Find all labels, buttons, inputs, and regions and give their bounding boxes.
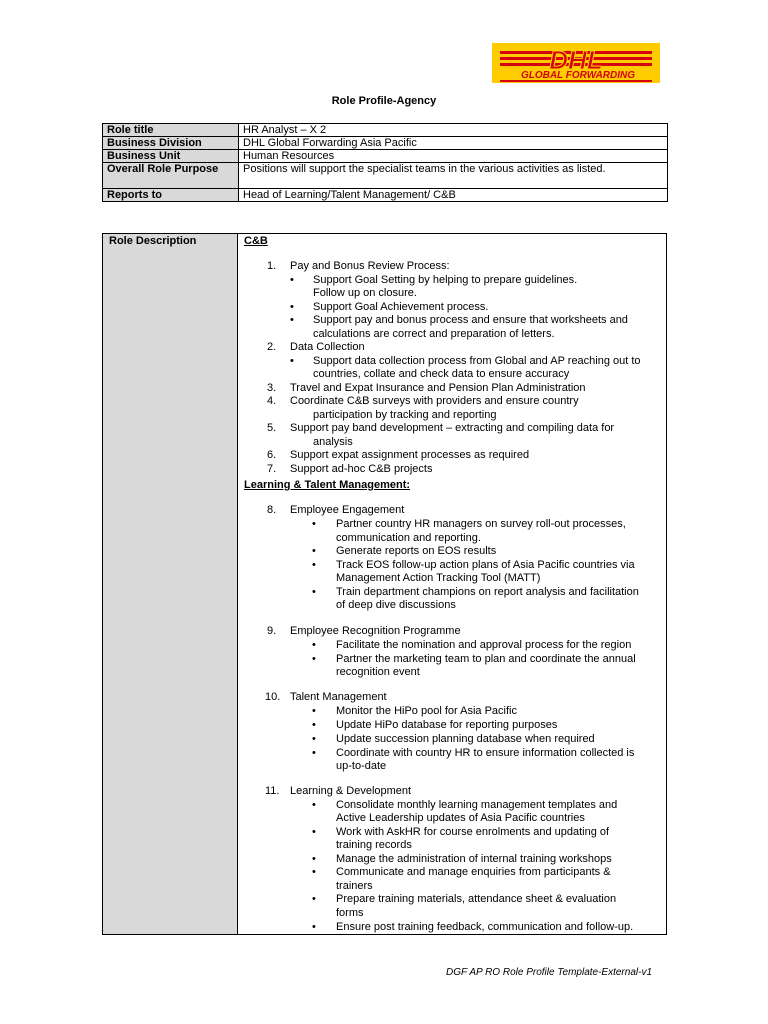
list-item-text: communication and reporting. <box>336 532 481 544</box>
bullet-marker: • <box>312 653 316 665</box>
list-item-text: Support ad-hoc C&B projects <box>290 463 433 475</box>
list-item-text: up-to-date <box>336 760 387 772</box>
list-item-text: Consolidate monthly learning management templates and <box>336 799 618 811</box>
list-number: 8. <box>267 504 277 516</box>
section-heading: C&B <box>244 235 268 247</box>
bullet-marker: • <box>312 866 316 878</box>
bullet-marker: • <box>312 586 316 598</box>
list-item-text: Ensure post training feedback, communication and follow-up. <box>336 921 634 933</box>
role-description-label-cell <box>103 234 238 934</box>
bullet-marker: • <box>290 314 294 326</box>
list-item-text: Follow up on closure. <box>313 287 417 299</box>
list-item-text: Support data collection process from Global and AP reaching out to <box>313 355 641 367</box>
list-number: 3. <box>267 382 277 394</box>
list-item-text: forms <box>336 907 364 919</box>
list-number: 5. <box>267 422 277 434</box>
bullet-marker: • <box>312 705 316 717</box>
bullet-marker: • <box>312 559 316 571</box>
document-title: Role Profile-Agency <box>331 95 437 107</box>
list-item-text: Monitor the HiPo pool for Asia Pacific <box>336 705 517 717</box>
info-key: Reports to <box>103 189 239 202</box>
bullet-marker: • <box>312 853 316 865</box>
list-item-text: Active Leadership updates of Asia Pacific countries <box>336 812 585 824</box>
list-item-text: Management Action Tracking Tool (MATT) <box>336 572 541 584</box>
list-number: 7. <box>267 463 277 475</box>
list-item-text: Partner the marketing team to plan and coordinate the annual <box>336 653 636 665</box>
info-value: Head of Learning/Talent Management/ C&B <box>239 189 668 202</box>
bullet-marker: • <box>312 893 316 905</box>
dhl-logo <box>492 43 660 83</box>
list-item-text: Train department champions on report analysis and facilitation <box>336 586 639 598</box>
info-value: Human Resources <box>239 150 668 163</box>
role-info-table <box>102 123 668 202</box>
list-item-text: Work with AskHR for course enrolments and updating of <box>336 826 610 838</box>
list-item-text: Learning & Development <box>290 785 412 797</box>
list-item-text: Employee Engagement <box>290 504 405 516</box>
info-row <box>103 189 668 202</box>
bullet-marker: • <box>312 545 316 557</box>
bullet-marker: • <box>312 921 316 933</box>
info-value: Positions will support the specialist teams in the various activities as listed. <box>239 163 668 189</box>
svg-text:DHL: DHL <box>549 45 603 75</box>
list-item-text: Support Goal Setting by helping to prepare guidelines. <box>313 274 578 286</box>
info-value: DHL Global Forwarding Asia Pacific <box>239 137 668 150</box>
info-row <box>103 163 668 189</box>
list-item-text: Update succession planning database when required <box>336 733 595 745</box>
list-number: 4. <box>267 395 277 407</box>
list-item-text: analysis <box>313 436 353 448</box>
list-item-text: Data Collection <box>290 341 365 353</box>
bullet-marker: • <box>312 639 316 651</box>
list-item-text: Generate reports on EOS results <box>336 545 497 557</box>
list-number: 9. <box>267 625 277 637</box>
list-item-text: Support Goal Achievement process. <box>313 301 489 313</box>
info-key: Business Division <box>103 137 239 150</box>
bullet-marker: • <box>312 733 316 745</box>
list-item-text: Support pay and bonus process and ensure that worksheets and <box>313 314 628 326</box>
list-item-text: Track EOS follow-up action plans of Asia Pacific countries via <box>336 559 635 571</box>
bullet-marker: • <box>290 274 294 286</box>
list-item-text: Coordinate C&B surveys with providers and ensure country <box>290 395 579 407</box>
list-item-text: Support pay band development – extracting and compiling data for <box>290 422 615 434</box>
list-number: 1. <box>267 260 277 272</box>
info-value: HR Analyst – X 2 <box>239 124 668 137</box>
svg-text:GLOBAL FORWARDING: GLOBAL FORWARDING <box>520 70 636 81</box>
footer-text: DGF AP RO Role Profile Template-External-v1 <box>446 967 653 978</box>
list-item-text: calculations are correct and preparation of letters. <box>313 328 555 340</box>
list-item-text: Facilitate the nomination and approval process for the region <box>336 639 632 651</box>
bullet-marker: • <box>312 799 316 811</box>
role-description-label: Role Description <box>109 235 197 247</box>
list-item-text: Talent Management <box>290 691 387 703</box>
bullet-marker: • <box>290 355 294 367</box>
bullet-marker: • <box>312 719 316 731</box>
list-item-text: Pay and Bonus Review Process: <box>290 260 450 272</box>
list-item-text: training records <box>336 839 412 851</box>
section-heading: Learning & Talent Management: <box>244 479 411 491</box>
bullet-marker: • <box>312 518 316 530</box>
list-item-text: Manage the administration of internal training workshops <box>336 853 612 865</box>
list-number: 11. <box>265 785 280 797</box>
list-item-text: trainers <box>336 880 373 892</box>
bullet-marker: • <box>312 747 316 759</box>
list-item-text: of deep dive discussions <box>336 599 456 611</box>
list-item-text: Support expat assignment processes as required <box>290 449 530 461</box>
list-item-text: Partner country HR managers on survey roll-out processes, <box>336 518 626 530</box>
list-item-text: Travel and Expat Insurance and Pension Plan Administration <box>290 382 586 394</box>
list-item-text: Update HiPo database for reporting purposes <box>336 719 558 731</box>
bullet-marker: • <box>312 826 316 838</box>
list-item-text: Prepare training materials, attendance sheet & evaluation <box>336 893 617 905</box>
list-item-text: Employee Recognition Programme <box>290 625 461 637</box>
info-row <box>103 137 668 150</box>
list-item-text: recognition event <box>336 666 420 678</box>
list-number: 6. <box>267 449 277 461</box>
list-item-text: Communicate and manage enquiries from participants & <box>336 866 611 878</box>
role-description-box <box>102 233 667 935</box>
list-number: 2. <box>267 341 277 353</box>
list-number: 10. <box>265 691 281 703</box>
list-item-text: countries, collate and check data to ensure accuracy <box>313 368 570 380</box>
bullet-marker: • <box>290 301 294 313</box>
info-row <box>103 150 668 163</box>
info-key: Role title <box>103 124 239 137</box>
info-key: Business Unit <box>103 150 239 163</box>
info-row <box>103 124 668 137</box>
list-item-text: Coordinate with country HR to ensure information collected is <box>336 747 635 759</box>
list-item-text: participation by tracking and reporting <box>313 409 497 421</box>
info-key: Overall Role Purpose <box>103 163 239 189</box>
